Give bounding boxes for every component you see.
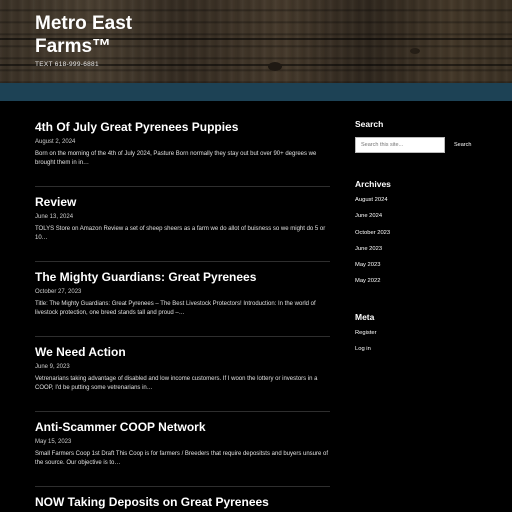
post-item — [35, 412, 330, 487]
site-title[interactable]: Metro East Farms™ — [35, 13, 133, 57]
post-item — [35, 337, 330, 412]
archive-link[interactable]: October 2023 — [355, 229, 391, 236]
post-date: August 2, 2024 — [35, 139, 76, 145]
post-title[interactable]: NOW Taking Deposits on Great Pyrenees — [35, 495, 269, 509]
post-title[interactable]: Anti-Scammer COOP Network — [35, 420, 206, 434]
navigation-bar — [0, 83, 512, 101]
post-title[interactable]: 4th Of July Great Pyrenees Puppies — [35, 120, 239, 134]
search-button[interactable]: Search — [447, 137, 481, 153]
archives-widget-title: Archives — [355, 179, 391, 189]
site-tagline: TEXT 618-999-6881 — [35, 61, 99, 68]
post-excerpt: Small Farmers Coop 1st Draft This Coop is for farmers / Breeders that require depositsts and buyers unsure of the source. Our objective is to… — [35, 451, 329, 466]
archives-widget — [355, 179, 391, 295]
archive-link[interactable]: June 2024 — [355, 213, 383, 220]
post-list — [35, 112, 330, 512]
register-link[interactable]: Register — [355, 330, 377, 336]
archive-link[interactable]: May 2022 — [355, 278, 381, 285]
post-item — [35, 187, 330, 262]
post-excerpt: Title: The Mighty Guardians: Great Pyrenees – The Best Livestock Protectors! Introduction: In the world of livestock protection, one breed stands tall and proud –… — [35, 301, 316, 316]
search-input[interactable] — [355, 137, 445, 153]
post-excerpt: TOLYS Store on Amazon Review a set of sheep sheers as a farm we do allot of buisness so we might do 5 or 10… — [35, 226, 326, 241]
wood-knot — [268, 62, 282, 71]
post-date: May 15, 2023 — [35, 439, 72, 445]
sidebar — [355, 119, 485, 353]
search-widget-title: Search — [355, 119, 384, 129]
archive-link[interactable]: June 2023 — [355, 245, 383, 252]
post-item — [35, 112, 330, 187]
meta-widget-title: Meta — [355, 312, 375, 322]
login-link[interactable]: Log in — [355, 346, 371, 353]
post-date: June 13, 2024 — [35, 214, 74, 220]
post-item — [35, 487, 330, 512]
archive-list — [355, 197, 391, 295]
post-title[interactable]: We Need Action — [35, 345, 126, 359]
archive-link[interactable]: August 2024 — [355, 197, 388, 203]
meta-widget — [355, 312, 377, 363]
post-date: October 27, 2023 — [35, 289, 82, 295]
wood-knot — [410, 48, 420, 54]
meta-list — [355, 330, 377, 363]
post-excerpt: Vetrenarians taking advantage of disabled and low income customers. If I woon the lottery or investors in a COOP, I'd be putting some vetrenarians in… — [35, 376, 318, 391]
post-title[interactable]: Review — [35, 195, 77, 209]
search-form — [355, 137, 485, 153]
post-excerpt: Born on the morning of the 4th of July 2024, Pasture Born normally they stay out but over 90+ degrees we brought them in in… — [35, 151, 317, 166]
site-header — [0, 0, 512, 83]
post-item — [35, 262, 330, 337]
post-title[interactable]: The Mighty Guardians: Great Pyrenees — [35, 270, 257, 284]
post-date: June 9, 2023 — [35, 364, 70, 370]
archive-link[interactable]: May 2023 — [355, 262, 381, 269]
